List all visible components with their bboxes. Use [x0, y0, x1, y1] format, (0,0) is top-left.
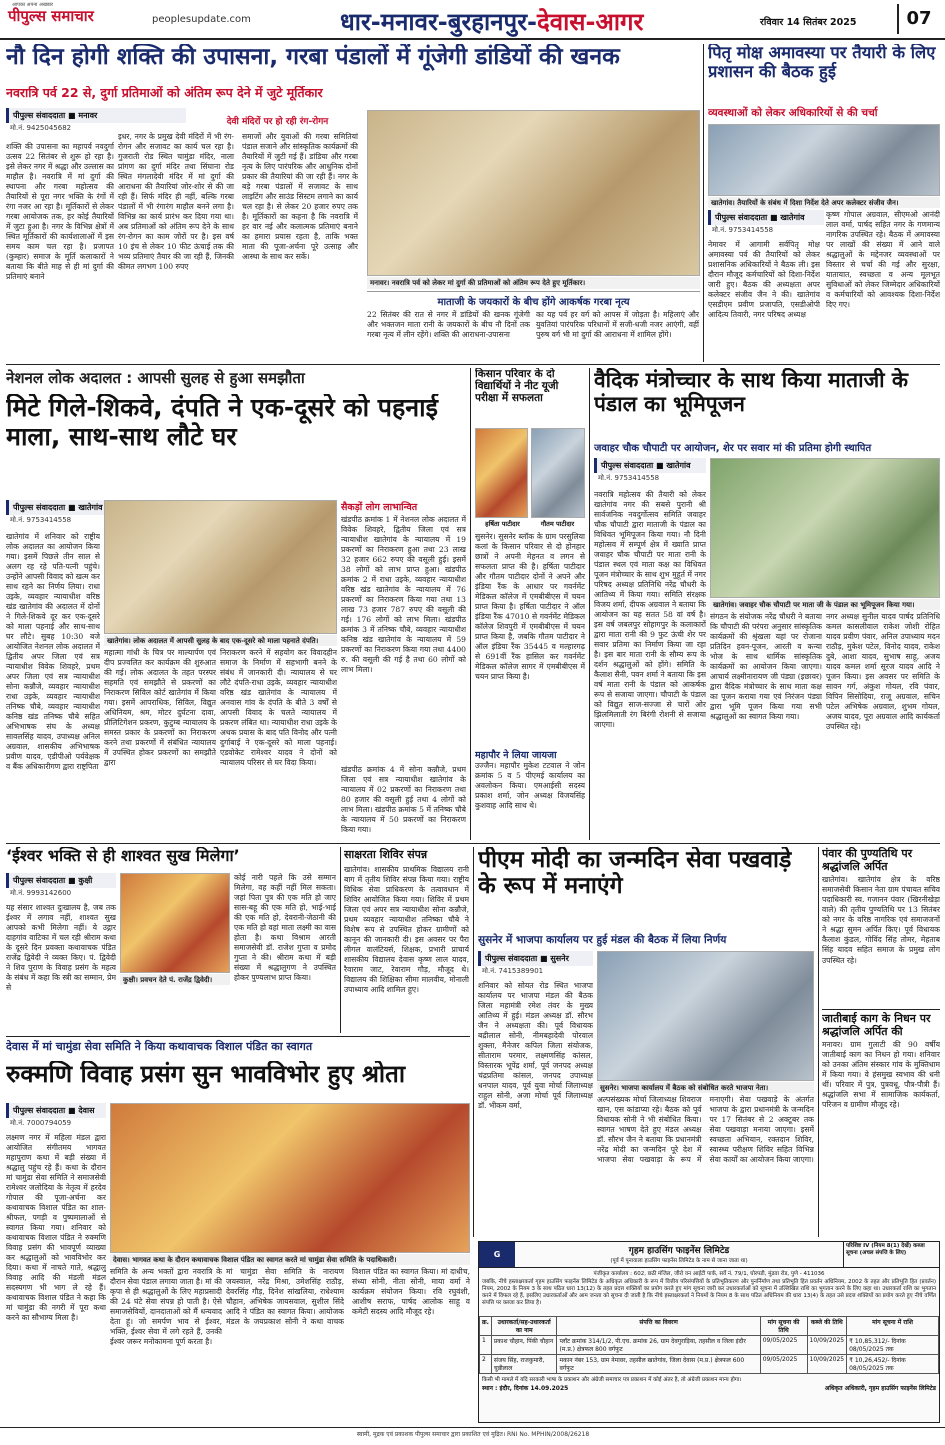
rukmani-byline-box [6, 1103, 106, 1131]
legal-notice [478, 1241, 940, 1423]
rukmani-column-2: समिति के अन्य भक्तों द्वारा नवरात्रि के दौरान सेवा पंडाल लगाया जाता है। मां की कृपा से ही श्रद्धालुओं के लिए महाप्रसादी की 24 घंटे सेवा संपन्न हो पाती है। ऐसे समाजसेवियों, दानदाताओं को मैं धन्यवाद देता हूं। जो समर्पण भाव से ईश्वर, भक्ति, ईश्वर सेवा में लगे रहते हैं, उनकी ईश्वर जरूर मनोकामना पूर्ण करता है। [110, 1267, 222, 1347]
pitru-subhead: व्यवस्थाओं को लेकर अधिकारियों से की चर्चा [708, 107, 878, 119]
lokadalat-side-head: सैकड़ों लोग लाभान्वित [341, 502, 418, 513]
bhoomipujan-byline: पीपुल्स संवाददाता ■ खातेगांव [594, 458, 706, 473]
pitru-photo-caption: खातेगांव। तैयारियों के संबंध में दिशा निर्देश देते अपर कलेक्टर संजीव जैन। [708, 197, 940, 208]
ishwar-headline: ‘ईश्वर भक्ति से ही शाश्वत सुख मिलेगा’ [6, 847, 240, 865]
newspaper-logo[interactable]: पीपुल्स समाचार [8, 7, 94, 25]
pitru-byline-box [708, 210, 824, 238]
logo-tagline: आपका अपना अखबार [12, 2, 54, 8]
neet-headline-box [475, 368, 585, 426]
pitru-headline-box [708, 44, 940, 104]
neet-name-2: गौतम पाटीदार [540, 520, 575, 528]
notice-footer-note: किसी भी मामले में यदि सरकारी भाषा के प्रकाशन और अंग्रेजी समाचार पत्र प्रकाशन में कोई अंतर है, तो अंग्रेजी प्रकाशन मान्य होगा। [482, 1377, 742, 1383]
notice-col-possession-date: कब्जे की तिथि [807, 1317, 847, 1336]
notice-col-property: संपत्ति का विवरण [557, 1317, 760, 1336]
neet-name-strip [475, 519, 585, 530]
notice-logo: G [479, 1242, 515, 1267]
navratri-inset-head: देवी मंदिरों पर हो रही रंग-रोगन [226, 117, 329, 127]
ishwar-photo-caption: कुक्षी। प्रवचन देते पं. राजेंद्र द्विवेदी। [120, 974, 230, 985]
ishwar-headline-box [6, 847, 336, 871]
pm-byline: पीपुल्स संवाददाता ■ सुसनेर [478, 951, 593, 966]
navratri-photo-caption: मनावर। नवरात्रि पर्व को लेकर मां दुर्गा की प्रतिमाओं को अंतिम रूप देते हुए मूर्तिकार। [367, 277, 700, 289]
pitru-mobile: मो.नं. 9753414558 [712, 226, 774, 234]
table-cell: 10/09/2025 [807, 1336, 847, 1355]
lokadalat-column-4: खंडपीठ क्रमांक 4 में सोना कन्नौजे, प्रथम जिला एवं सत्र न्यायाधीश खातेगांव के न्यायालय में 02 प्रकरणों का निराकरण तथा 80 हजार की वसूली हुई तथा 4 लोगों को लाभ मिला। खंडपीठ क्रमांक 5 में तनिष्क चौबे के न्यायालय में 50 प्रकरणों का निराकरण किया गया। [341, 765, 466, 835]
navratri-photo-idols [367, 110, 700, 276]
bhoomipujan-column-1: नवरात्रि महोत्सव की तैयारी को लेकर खातेगांव नगर की सबसे पुरानी श्री सार्वजनिक नवदुर्गोत्सव समिति जवाहर चौक चौपाटी द्वारा माताजी के पंडाल का विधिवत भूमिपूजन किया गया। नौ दिनी महोत्सव में सम्पूर्ण क्षेत्र में ख्याति प्राप्त जवाहर चौक चौपाटी पर माता रानी के पंडाल स्थल एवं माता कक्ष का विधिवत पूजन मंत्रोच्चार के साथ शुभ मुहूर्त में नगर परिषद अध्यक्ष प्रतिनिधि नरेंद्र चौधरी के आतिथ्य में किया गया। समिति संरक्षक विजय शर्मा, दीपक अग्रवाल ने बताया कि आयोजन का यह सतत 58 वां वर्ष है। इस वर्ष जबलपुर सोहागपुर के कलाकारों द्वारा माता रानी की 9 फुट ऊंची शेर पर सवार प्रतिमा का निर्माण किया जा रहा है। इस बार माता रानी के सौम्य रूप के दर्शन श्रद्धालुओं को होंगे। समिति के कैलाश सैनी, पवन शर्मा ने बताया कि इस वर्ष माता रानी के पंडाल को आकर्षक रूप से सजाया जाएगा। चौपाटी के पंडाल को विद्युत साज-सज्जा से चारों ओर झिलमिलाती रंग बिरंगी रोशनी से सजाया जाएगा। [594, 490, 706, 730]
pm-headline: पीएम मोदी का जन्मदिन सेवा पखवाड़े के रूप में मनाएंगे [478, 847, 792, 900]
website-link[interactable]: peoplesupdate.com [152, 14, 251, 25]
imprint: स्वामी, मुद्रक एवं प्रकाशक पीपुल्स समाचार द्वारा प्रकाशित एवं मुद्रित। RNI No. MPHIN/2008/26218 [356, 1431, 590, 1438]
saksharta-text: खातेगांव। शासकीय प्राथमिक विद्यालय रानी बाग में तृतीय शिविर संपन्न किया गया। राष्ट्रीय विधिक सेवा प्राधिकरण के तत्वावधान में शिविर आयोजित किया गया। शिविर में प्रथम जिला एवं अपर सत्र न्यायाधीश सोना कन्नौजे, प्रथम व्यवहार न्यायाधीश तनिष्का चौबे ने विशेष रूप से उपस्थित होकर ग्रामीणों को कानून की जानकारी दी। इस अवसर पर पैरा लीगल वालंटियर्स, शिक्षक, प्रभारी प्राचार्य शासकीय विद्यालय देवास कृष्ण लाल यादव, रैवाराम जाट, रेवाराम गौड़, मौजूद थे। विद्यालय की शिक्षिका सीमा मालवीय, मोनाली उपाध्याय आदि शामिल हुए। [344, 865, 469, 995]
notice-signature: अधिकृत अधिकारी, गृहम हाउसिंग फाइनेंस लिमिटेड [824, 1385, 936, 1392]
mayor-text: उज्जैन। महापौर मुकेश टटवाल ने जोन क्रमांक 5 व 5 पीएमई कार्यालय का अवलोकन किया। एमआईसी सदस्य प्रकाश शर्मा, जोन अध्यक्ष विजयसिंह कुशवाह आदि साथ थे। [475, 761, 585, 811]
pitru-headline: पितृ मोक्ष अमावस्या पर तैयारी के लिए प्रशासन की बैठक हुई [708, 44, 936, 81]
section-title [340, 5, 643, 38]
pm-byline-box [478, 951, 593, 979]
table-row [480, 1355, 939, 1374]
rukmani-kicker-box [6, 1039, 470, 1059]
notice-col-amount: मांग सूचना में राशि [847, 1317, 939, 1336]
table-cell: 2 [480, 1355, 492, 1374]
notice-title: गृहम हाउसिंग फाइनेंस लिमिटेड [628, 1246, 730, 1256]
ishwar-byline: पीपुल्स संवाददाता ■ कुक्षी [6, 873, 116, 888]
pawar-text: खातेगांव। खातेगांव क्षेत्र के वरिष्ठ समाजसेवी किसान नेता ग्राम पंचायत सचिव पदाधिकारी स्व. गजानन पंवार (खिरनीखेड़ा वाले) की तृतीय पुण्यतिथि पर 13 सितंबर को नगर के वरिष्ठ नागरिक एवं समाजजनों ने श्रद्धा सुमन अर्पित किए। पूर्व विधायक कैलाश कुंडल, गोविंद सिंह तोमर, मेहताब सिंह यादव सहित समाज के प्रमुख लोग उपस्थित रहे। [822, 875, 940, 965]
navratri-column-2: इधर, नगर के प्रमुख देवी मंदिरों में भी रंग-रोगन और सजावट का कार्य चल रहा है। गुजराती रोड स्थित चामुंडा मंदिर, नाला प्रांगण का दुर्गा मंदिर तथा सिंघाना रोड स्थित मंगलादेवी मंदिर में मां दुर्गा की आराधना की तैयारियां जोर-शोर से की जा रही हैं। सिर्फ मंदिर ही नहीं, बल्कि गरबा पंडालों में भी रंगारंग माहौल बनने लगा है। विभिन्न का कार्य प्रारंभ कर दिया गया था। अब प्रतिमाओं को अंतिम रूप देने के साथ रंग-रोगन का काम जोरों पर है। इस वर्ष 10 इंच से लेकर 10 फीट ऊंचाई तक की भव्य प्रतिमाएं तैयार की जा रही हैं, जिनकी कीमत लगभग 100 रुपए समाजों और युवाओं की गरबा समितियां पंडाल सजाने और सांस्कृतिक कार्यक्रमों की तैयारियों में जुटी गई हैं। डांडिया और गरबा नृत्य के लिए पारंपरिक और आधुनिक दोनों प्रकार की तैयारियां की जा रही हैं। नगर के बड़े गरबा पंडालों में सजावट के साथ लाइटिंग और साउंड सिस्टम लगाने का कार्य चल रहा है। से लेकर 20 हजार रुपए तक है। मूर्तिकारों का कहना है कि नवरात्रि में हर वार नई और कलात्मक प्रतिमाएं बनाने का हमारा प्रयास रहता है, ताकि भक्त माता की पूजा-अर्चना पूरे उत्साह और आस्था के साथ कर सकें। [118, 132, 358, 272]
rukmani-kicker: देवास में मां चामुंडा सेवा समिति ने किया कथावाचक विशाल पंडित का स्वागत [6, 1040, 313, 1053]
navratri-column-3: समाजों और युवाओं की गरबा समितियां पंडाल सजाने और सांस्कृतिक कार्यक्रमों की तैयारियों में जुटी गई हैं। डांडिया और गरबा नृत्य के लिए पारंपरिक और आधुनिक दोनों प्रकार की तैयारियां की जा रही हैं। नगर के बड़े गरबा पंडालों में सजावट के साथ लाइटिंग और साउंड सिस्टम लगाने का कार्य चल रहा है। से लेकर 20 हजार रुपए तक है। मूर्तिकारों का कहना है कि नवरात्रि में हर वार नई और कलात्मक प्रतिमाएं बनाने का हमारा प्रयास रहता है, ताकि भक्त माता की पूजा-अर्चना पूरे उत्साह और आस्था के साथ कर सकें। [242, 132, 358, 262]
navratri-column-1: शक्ति की उपासना का महापर्व नवदुर्गा उत्सव 22 सितंबर से शुरू हो रहा है। इसे लेकर नगर में श्रद्धा और उल्लास का माहौल है। नवरात्रि में मां दुर्गा की स्थापना और गरबा महोत्सव की तैयारियों से पूरा नगर भक्ति के रंगों में रंगा नजर आ रहा है। मूर्तिकारों से लेकर गरबा आयोजक तक, हर कोई तैयारियों में जुटा हुआ है। नगर के विभिन्न क्षेत्रों में स्थित मूर्तिकारों की कार्यशालाओं में इस समय काम चल रहा है। प्रजापत (कुम्हार) समाज के मूर्ति कलाकारों ने बताया कि बीते माह से ही मां दुर्गा की प्रतिमाएं बनाने [6, 142, 114, 282]
lokadalat-column-1: खातेगांव में शनिवार को राष्ट्रीय लोक अदालत का आयोजन किया गया। इसमें पिछले तीन साल से अलग रह रहे पति-पत्नी पहुंचे। उन्होंने आपसी विवाद को खत्म कर साथ रहने का निर्णय लिया। राधा उइके, व्यवहार न्यायाधीश वरिष्ठ खंड खातेगांव की अदालत में दोनों ने गिले-शिकवे दूर कर एक-दूसरे को माला पहनाई और साथ-साथ घर लौटे। सुबह 10:30 बजे आयोजित नेशनल लोक अदालत में द्वितीय अपर जिला एवं सत्र न्यायाधीश विवेक शिवहरे, प्रथम अपर जिला एवं सत्र न्यायाधीश सोना कन्नौजे, व्यवहार न्यायाधीश राधा उइके, व्यवहार न्यायाधीश तनिष्क चौबे, व्यवहार न्यायाधीश कनिष्ठ खंड तनिष्क चौबे सहित अभिभाषक संघ के अध्यक्ष सावलसिंह यादव, उपाध्यक्ष अनिल अग्रवाल, शासकीय अभिभाषक प्रवीण यादव, एडीपीओ पर्यवेक्षक व बैंक अधिकारीगण द्वारा राष्ट्रपिता [6, 532, 100, 772]
mayor-box [475, 748, 585, 840]
pitru-subhead-box [708, 106, 940, 122]
saksharta-headline: साक्षरता शिविर संपन्न [344, 848, 428, 861]
notice-col-demand-date: मांग सूचना की तिथि [760, 1317, 807, 1336]
lokadalat-column-3: निराकरण करने में सहयोग कर विवादहीन समाज के निर्माण में सहभागी बनने के संबंध में जानकारी दी। न्यायालय से घर लौटे दंपति-राधा उइके, व्यवहार न्यायाधीश वरिष्ठ खंड खातेगांव के न्यायालय में अनवास गांव के दंपति के बीते 3 वर्षों से आपसी विवाद के चलते न्यायालय में प्रकरण लंबित था। न्यायाधीश राधा उइके के अथक प्रयास के बाद पति विनोद और पत्नी दुर्गाबाई ने एक-दूसरे को माला पहनाई। एडवोकेट रामेश्वर यादव ने दोनों को न्यायालय परिसर से घर विदा किया। [220, 648, 337, 768]
notice-body: जबकि, नीचे हस्ताक्षरकर्ता गृहम हाउसिंग फाइनेंस लिमिटेड के अधिकृत अधिकारी के रूप में वित्तीय परिसंपत्तियों के प्रतिभूतिकरण और पुनर्निर्माण तथा प्रतिभूति हित प्रवर्तन अधिनियम, 2002 के तहत और प्रतिभूति हित (प्रवर्तन) नियम, 2002 के नियम 3 के साथ पठित धारा 13(12) के तहत प्रदत्त शक्तियों का प्रयोग करते हुए मांग सूचना जारी कर उधारकर्ताओं को सूचना में उल्लिखित राशि का भुगतान करने के लिए कहा था। उधारकर्ता राशि का भुगतान करने में विफल रहे हैं, इसलिए उधारकर्ताओं और आम जनता को सूचना दी जाती है कि नीचे हस्ताक्षरकर्ता ने नियमों के नियम 8 के साथ पठित अधिनियम की धारा 13(4) के तहत उसे प्रदत्त शक्तियों का प्रयोग करते हुए नीचे वर्णित संपत्ति पर कब्जा कर लिया है। [482, 1279, 936, 1306]
bhoomipujan-photo-caption: खातेगांव। जवाहर चौक चौपाटी पर माता जी के पंडाल का भूमिपूजन किया गया। [710, 599, 940, 610]
masthead [0, 0, 945, 40]
table-cell: 10/09/2025 [807, 1355, 847, 1374]
navratri-headline: नौ दिन होगी शक्ति की उपासना, गरबा पंडालों में गूंजेगी डांडियों की खनक [6, 44, 620, 70]
bhoomipujan-headline-box [594, 368, 940, 438]
navratri-garba-head: माताजी के जयकारों के बीच होंगे आकर्षक गरबा नृत्य [437, 297, 630, 308]
pm-mobile: मो.नं. 7415389901 [482, 967, 544, 975]
table-row [480, 1336, 939, 1355]
ishwar-column-1: यह संसार शाश्वत दुःखालय है, जब तक ईश्वर में लगाव नहीं, शाश्वत सुख आपको कभी मिलेगा नहीं। ये उद्गार दाहगांव वाटिका में चल रही श्रीराम कथा के दूसरे दिन प्रवक्ता कथावाचक पंडित राजेंद्र द्विवेदी ने व्यक्त किए। पं. द्विवेदी ने शिव पुराण के विवाह प्रसंग के महत्व के संबंध में कहा कि स्त्री का सम्मान, प्रेम से [6, 903, 116, 993]
lokadalat-side-box [341, 500, 466, 840]
pawar-headline: पंवार की पुण्यतिथि पर श्रद्धांजलि अर्पित [822, 847, 913, 874]
neet-photo-student-1 [475, 428, 528, 518]
lokadalat-photo-caption: खातेगांव। लोक अदालत में आपसी सुलह के बाद एक-दूसरे को माला पहनाते दंपति। [104, 635, 337, 646]
lokadalat-photo-couple [104, 500, 337, 634]
rukmani-photo-caption: देवास। भागवत कथा के दौरान कथावाचक विशाल पंडित का स्वागत करते मां चामुंडा सेवा समिति के पदाधिकारी। [110, 1254, 470, 1265]
table-cell: 09/05/2025 [760, 1336, 807, 1355]
notice-table-header [480, 1317, 939, 1336]
table-cell: प्रकाश चौहान, पिंकी चौहान [491, 1336, 557, 1355]
pm-subhead: सुसनेर में भाजपा कार्यालय पर हुई मंडल की बैठक में लिया निर्णय [478, 934, 727, 946]
rukmani-column-1: लक्ष्मण नगर में महिला मंडल द्वारा आयोजित संगीतमय भागवत महापुराण कथा में बड़ी संख्या में श्रद्धालु पहुंच रहे हैं। कथा के दौरान मां चामुंडा सेवा समिति ने समाजसेवी रामेश्वर जलोदिया के नेतृत्व में हरदेव गोपाल की पूजा-अर्चना कर कथावाचक विशाल पंडित का शाल-श्रीफल, पगड़ी व पुष्पमालाओं से स्वागत किया गया। शनिवार को कथावाचक विशाल पंडित ने रुक्मणि विवाह प्रसंग की भावपूर्ण व्याख्या कर श्रद्धालुओं को भावविभोर कर दिया। कथा में नाचते गाते, श्रद्धालु विवाह आदि की मंडली मंडल सदस्यगण भी भाग ले रहे हैं। कथावाचक विशाल पंडित ने कहा कि मां चामुंडा की नगरी में पूरा कथा करने का सौभाग्य मिला है। [6, 1133, 106, 1323]
pitru-byline: पीपुल्स संवाददाता ■ खातेगांव [708, 210, 824, 225]
bhoomipujan-byline-box [594, 458, 706, 488]
pitru-column-2: कृष्ण गोपाल अग्रवाल, सीएमओ आनंदी लाल वर्मा, पार्षद सहित नगर के गणमान्य नागरिक उपस्थित रहे। बैठक में अमावस्या पर लाखों की संख्या में आने वाले श्रद्धालुओं के मद्देनजर व्यवस्थाओं पर विस्तार से चर्चा की गई और सुरक्षा, यातायात, स्वच्छता व अन्य मूलभूत सुविधाओं को लेकर जिम्मेदार अधिकारियों व कर्मचारियों को आवश्यक दिशा-निर्देश दिए गए। [826, 210, 940, 310]
rukmani-mobile: मो.नं. 7000794059 [10, 1119, 72, 1127]
neet-headline: किसान परिवार के दो विद्यार्थियों ने नीट यूजी परीक्षा में सफलता [475, 368, 559, 405]
rukmani-headline-box [6, 1061, 470, 1101]
lokadalat-kicker-box [6, 368, 466, 392]
bhoomipujan-column-2: संगठन के संयोजक नरेंद्र चौधरी ने बताया कि चौपाटी की परंपरा अनुसार सांस्कृतिक कार्यक्रमों की श्रृंखला यहां पर रोजाना प्रतिदिन हवन-पूजन, आरती व कन्या भोज के साथ धार्मिक सांस्कृतिक कार्यक्रमों का आयोजन किया जाएगा। आचार्य लक्ष्मीनारायण जी पंड्या (इछावर) द्वारा वैदिक मंत्रोच्चार के साथ माता कक्ष का पूजन कराया गया एवं निरंजन पंड्या द्वारा भूमि पूजन किया गया सभी श्रद्धालुओं का स्वागत किया गया। [710, 612, 822, 722]
notice-place-date: स्थान : इंदौर, दिनांक 14.09.2025 [482, 1385, 569, 1392]
rukmani-byline: पीपुल्स संवाददाता ■ देवास [6, 1103, 106, 1118]
jati-text: मनावर। ग्राम गुलाटी की 90 वर्षीय जातीबाई काग का निधन हो गया। शनिवार को उनका अंतिम संस्कार गांव के मुक्तिधाम में किया गया। वे हंसमुख स्वभाव की धनी थीं। परिवार में पुत्र, पुत्रवधू, पौत्र-पौत्री हैं। श्रद्धांजलि सभा में सामाजिक कार्यकर्ता, परिजन व ग्रामीण मौजूद रहे। [822, 1040, 940, 1110]
neet-name-1: हर्षिता पाटीदार [485, 520, 520, 528]
ishwar-column-2: कोई नारी पहले कि उसे सम्मान मिलेगा, वह कहीं नहीं मिल सकता। जहां पिता पुत्र की एक मति हो जाए सास-बहू की एक मति हो, भाई-भाई की एक मति हो, देवरानी-जेठानी की एक मति हो वहां माता लक्ष्मी का वास होता है। कथा विश्राम आरती समाजसेवी डॉ. राजेश गुप्ता व प्रमोद गुप्ता ने की। श्रीराम कथा में बड़ी संख्या में श्रद्धालुगण ने उपस्थित होकर पुण्यलाभ प्राप्त किया। [234, 873, 336, 983]
notice-subtitle: (पूर्व में पूनावाला हाउसिंग फाइनेंस लिमिटेड के नाम से जाना जाता था) [610, 1258, 748, 1264]
bhoomipujan-subhead-box [594, 440, 940, 456]
ishwar-mobile: मो.नं. 9993142600 [10, 889, 72, 897]
navratri-byline: पीपुल्स संवाददाता ■ मनावर [6, 108, 186, 123]
bhoomipujan-column-3: नगर अध्यक्ष सुनील यादव पार्षद प्रतिनिधि कमल कासलीवाल राकेश जोशी रोहित यादव प्रवीण पंवार, अनिल उपाध्याय मदन राठौड़, मुकेश पटेल, विनोद यादव, राकेश दुबे, आशा यादव, सुभाष साहू, अजय यादव कमल शर्मा सूरज यादव आदि ने पूजन किया। इस अवसर पर समिति के सावन गर्ग, अंकुश गोयल, रवि पंवार, विपिन सिसोदिया, राजू अग्रवाल, सचिन पटेल अभिषेक अग्रवाल, शुभम गोयल, अजय यादव, पूरा अग्रवाल आदि कार्यकर्ता उपस्थित रहे। [826, 612, 940, 732]
lokadalat-headline: मिटे गिले-शिकवे, दंपति ने एक-दूसरे को पहनाई माला, साथ-साथ लौटे घर [6, 394, 438, 451]
navratri-story-headline-box [6, 44, 701, 84]
table-cell: 09/05/2025 [760, 1355, 807, 1374]
lokadalat-mobile: मो.नं. 9753414558 [10, 516, 72, 524]
pm-column-2: अल्पसंख्यक मोर्चा जिलाध्यक्ष शिवराज खान, एस कांडाप्या रहे। बैठक को पूर्व विधायक सोनी ने भी संबोधित किया। स्वागत भाषण देते हुए मंडल अध्यक्ष डॉ. सौरभ जैन ने बताया कि प्रधानमंत्री नरेंद्र मोदी का जन्मदिन पूरे देश में भाजपा सेवा पखवाड़ा के रूप में मनाएगी। सेवा पखवाड़े के अंतर्गत भाजपा के द्वारा प्रधानमंत्री के जन्मदिन पर 17 सितंबर से 2 अक्टूबर तक सेवा पखवाड़ा मनाया जाएगा। इसमें स्वच्छता अभियान, रक्तदान शिविर, स्वास्थ्य परीक्षण शिविर सहित विभिन्न सेवा कार्यों का आयोजन किया जाएगा। [597, 1095, 814, 1165]
pm-subhead-box [478, 933, 814, 949]
table-cell: मकान नंबर 153, ग्राम नेमावर, तहसील खातेगांव, जिला देवास (म.प्र.) क्षेत्रफल 600 वर्गफुट [557, 1355, 760, 1374]
pm-photo-meeting [597, 951, 814, 1081]
navratri-inset-head-box [190, 114, 365, 128]
page-number: 07 [897, 4, 939, 34]
jati-headline: जातीबाई काग के निधन पर श्रद्धांजलि अर्पित की [822, 1012, 931, 1039]
neet-text: सुसनेर। सुसनेर ब्लॉक के ग्राम परसुलिया कलां के किसान परिवार से दो होनहार छात्रों ने अपनी मेहनत व लगन से सफलता प्राप्त की है। हर्षिता पाटीदार और गौतम पाटीदार दोनों ने अपने और इंडिया रैंक के आधार पर गवर्नमेंट मेडिकल कॉलेज में एमबीबीएस में चयन प्राप्त किया है। हर्षिता पाटीदार ने ऑल इंडिया रैंक 47010 से गवर्नमेंट मेडिकल कॉलेज शिवपुरी में एमबीबीएस में चयन प्राप्त किया है, जबकि गौतम पाटीदार ने ऑल इंडिया रैंक 35445 व मल्हारगढ़ से 691वीं रैंक हासिल कर गवर्नमेंट मेडिकल कॉलेज सागर में एमबीबीएस में चयन प्राप्त किया है। [475, 532, 585, 682]
rukmani-column-3: मां चामुंडा सेवा समिति के नारायण जयस्वाल, नरेंद्र मिश्रा, उमेशसिंह राठौड़, देवरसिंह गौड़, दिनेश सांखलिया, राधेश्याम चौहान, अभिषेक जायसवाल, सुशील सिंदे आदि ने पंडित का स्वागत किया। आयोजक मंडल के जयप्रकाश सोनी ने कथा वाचक विशाल पंडित का स्वागत किया। मां दाधीच, संध्या सोनी, नीता सोनी, माया वर्मा ने कार्यक्रम संयोजन किया। रवि रघुवंशी, आशीष सराफ, पार्षद आलोक साहू व कमेटी सदस्य आदि मौजूद रहे। [226, 1267, 470, 1327]
table-cell: संजय सिंह, राजकुमारी, चुन्नीलाल [491, 1355, 557, 1374]
pawar-box [822, 847, 940, 1007]
table-cell: ₹ 10,85,312/- दिनांक 08/05/2025 तक [847, 1336, 939, 1355]
lokadalat-column-2: महात्मा गांधी के चित्र पर माल्यार्पण एवं दीप प्रज्वलित कर कार्यक्रम की शुरुआत की गई। लोक अदालत के तहत परस्पर सहमति एवं समझौते से प्रकरणों का निराकरण सिविल कोर्ट खातेगांव में किया गया। इसमें आपराधिक, सिविल, विद्युत अधिनियम, श्रम, मोटर दुर्घटना दावा, प्रीलिटिगेशन प्रकरण, कुटुम्ब न्यायालय के समस्त प्रकार के प्रकरणों का निराकरण करने तथा प्रकरणों में संबंधित न्यायालय में उपस्थित होकर प्रकरणों का समझौते द्वारा [104, 648, 216, 768]
notice-table [479, 1316, 939, 1374]
table-cell: ₹ 10,26,452/- दिनांक 08/05/2025 तक [847, 1355, 939, 1374]
section-title-highlight: देवास-आगर [536, 8, 644, 36]
bhoomipujan-mobile: मो.नं. 9753414558 [598, 474, 660, 482]
navratri-garba-box [367, 291, 700, 361]
dateline: रविवार 14 सितंबर 2025 [760, 17, 857, 28]
rukmani-headline: रुक्मणि विवाह प्रसंग सुन भावविभोर हुए श्रोता [6, 1061, 406, 1088]
navratri-subhead-box [6, 86, 366, 106]
bhoomipujan-headline: वैदिक मंत्रोच्चार के साथ किया माताजी के पंडाल का भूमिपूजन [594, 368, 909, 417]
mayor-head: महापौर ने लिया जायजा [475, 750, 557, 761]
pm-column-1: शनिवार को सोयत रोड स्थित भाजपा कार्यालय पर भाजपा मंडल की बैठक जिला महामंत्री रमेश तंवर के मुख्य आतिथ्य में हुई। मंडल अध्यक्ष डॉ. सौरभ जैन ने अध्यक्षता की। पूर्व विधायक बद्रीलाल सोनी, नीमबहादेवी पोरवाल शुक्ला, मैनेजर कपिल जिला संयोजक, सीताराम परमार, लक्ष्मणसिंह कांसल, विस्तारक भूपेंद्र शर्मा, पूर्व जनपद अध्यक्ष चंद्रप्रतिमा कांसल, जनपद उपाध्यक्ष धनपाल यादव, पूर्व युवा मोर्चा जिलाध्यक्ष राहुल सोनी, अजा मोर्चा पूर्व जिलाध्यक्ष डॉ. भीकम वर्मा, [478, 981, 593, 1111]
notice-col-borrower: उधारकर्ता/सह-उधारकर्ता का नाम [491, 1317, 557, 1336]
pitru-photo-meeting [708, 124, 940, 196]
ishwar-byline-box [6, 873, 116, 901]
navratri-subhead: नवरात्रि पर्व 22 से, दुर्गा प्रतिमाओं को अंतिम रूप देने में जुटे मूर्तिकार [6, 86, 323, 100]
saksharta-box [344, 847, 469, 1033]
notice-address: पंजीकृत कार्यालय : 602, छठी मंजिल, जीरो वन आईटी पार्क, सर्वे नं. 79/1, घोरपडी, मुंढवा रोड, पुणे - 411036 [593, 1271, 825, 1277]
neet-photo-student-2 [531, 428, 585, 518]
notice-side-tag: परिशिष्ट IV (नियम 8(1) देखें) कब्जा सूचना (अचल संपत्ति के लिए) [843, 1242, 939, 1267]
navratri-garba-left: 22 सितंबर की रात से नगर में डांडियों की खनक गूंजेगी और भक्तजन माता रानी के जयकारों के बीच नौ दिनों तक गरबा नृत्य में लीन रहेंगे। शक्ति की आराधना-उपासना [367, 310, 530, 340]
pitru-column-1: नेमावर में आगामी सर्वपितृ मोक्ष अमावस्या पर्व की तैयारियों को लेकर प्रशासनिक अधिकारियों ने बैठक ली। इस दौरान मौजूद कर्मचारियों को दिशा-निर्देश जारी हुए। बैठक की अध्यक्षता अपर कलेक्टर संजीव जैन ने की। खातेगांव एसडीएम प्रवीण प्रजापति, एसडीओपी आदित्य तिवारी, नगर परिषद अध्यक्ष [708, 240, 820, 320]
pm-photo-caption: सुसनेर। भाजपा कार्यालय में बैठक को संबोधित करते भाजपा नेता। [597, 1082, 814, 1093]
lokadalat-kicker: नेशनल लोक अदालत : आपसी सुलह से हुआ समझौता [6, 369, 305, 387]
rukmani-photo [110, 1103, 470, 1253]
jati-box [822, 1012, 940, 1237]
table-cell: प्लॉट क्रमांक 314/1/2, पी.एच. क्रमांक 26, ग्राम देवगुराड़िया, तहसील व जिला इंदौर (म.प्र.) क्षेत्रफल 800 वर्गफुट [557, 1336, 760, 1355]
ishwar-photo [120, 873, 230, 973]
lokadalat-byline: पीपुल्स संवाददाता ■ खातेगांव [6, 500, 136, 515]
pm-headline-box [478, 847, 814, 931]
table-cell: 1 [480, 1336, 492, 1355]
lokadalat-side-text: खंडपीठ क्रमांक 1 में नेशनल लोक अदालत में विवेक शिवहरे, द्वितीय जिला एवं सत्र न्यायाधीश खातेगांव के न्यायालय में 19 प्रकरणों का निराकरण हुआ तथा 23 लाख 32 हजार 662 रुपए की वसूली हुई। इसमें 38 लोगों को लाभ प्राप्त हुआ। खंडपीठ क्रमांक 2 में राधा उइके, व्यवहार न्यायाधीश वरिष्ठ खंड खातेगांव के न्यायालय में 76 प्रकरणों का निराकरण किया गया तथा 13 लाख 73 हजार 787 रुपए की वसूली की गई। 176 लोगों को लाभ मिला। खंडपीठ क्रमांक 3 में तनिष्क चौबे, व्यवहार न्यायाधीश कनिष्ठ खंड खातेगांव के न्यायालय में 59 प्रकरणों का निराकरण किया गया तथा 4400 रु. की वसूली की गई है तथा 60 लोगों को लाभ मिला। [341, 515, 466, 675]
navratri-mobile: मो.नं. 9425045682 [10, 124, 72, 132]
bhoomipujan-photo [710, 458, 940, 598]
notice-col-no: क्र. [480, 1317, 492, 1336]
navratri-garba-right: का यह पर्व हर वर्ग को आपस में जोड़ता है। महिलाएं और युवतियां पारंपरिक परिधानों में सजी-धजी नजर आएंगी, वहीं पुरुष वर्ग भी मां दुर्गा की आराधना में शामिल होंगे। [536, 310, 699, 340]
lokadalat-headline-box [6, 394, 466, 498]
section-title-main: धार-मनावर-बुरहानपुर- [340, 8, 537, 36]
bhoomipujan-subhead: जवाहर चौक चौपाटी पर आयोजन, शेर पर सवार मां की प्रतिमा होगी स्थापित [594, 443, 872, 454]
